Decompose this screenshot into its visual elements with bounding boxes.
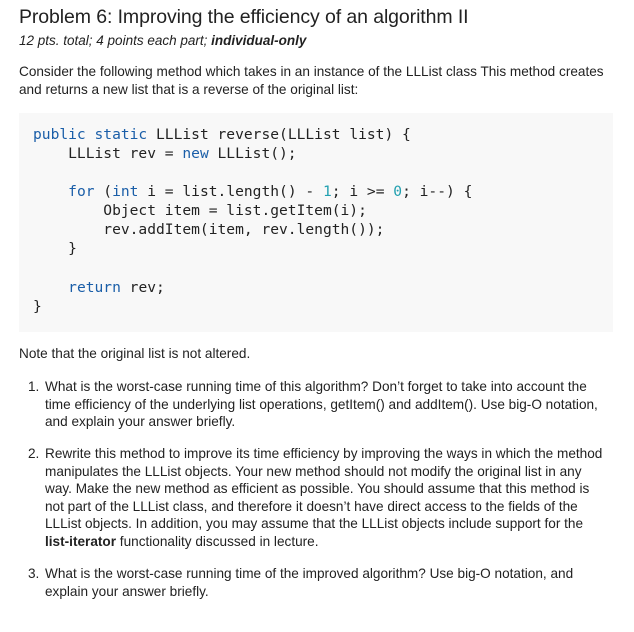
code-line-2 (33, 144, 297, 163)
code-line-7: } (33, 240, 77, 257)
code-block (19, 113, 613, 332)
question-number: 2. (28, 446, 40, 461)
question-2 (28, 445, 608, 550)
question-text-part: functionality discussed in lecture. (116, 533, 319, 549)
code-line-5: Object item = list.getItem(i); (33, 202, 367, 219)
code-text (33, 183, 68, 200)
code-text: ; i--) { (402, 183, 473, 200)
code-number: 1 (322, 183, 332, 200)
question-1 (28, 378, 608, 431)
code-text: LLList(); (208, 145, 297, 162)
code-line-4 (33, 182, 472, 201)
question-text-part: Rewrite this method to improve its time efficiency by improving the ways in which the method manipulates the LLList objects. Your new method should not modify the original list in any way. Make the new method as efficient as possible. You should assume that this method is not part of the LLList class, and therefore it doesn’t have direct access to the fields of the LLList objects. In addition, you may assume that the LLList objects include support for the (45, 446, 603, 531)
question-text: What is the worst-case running time of the improved algorithm? Use big-O notation, and explain your answer briefly. (45, 566, 574, 599)
code-text: LLList rev = (33, 145, 183, 162)
question-3 (28, 565, 608, 600)
question-text: What is the worst-case running time of this algorithm? Don’t forget to take into account the time efficiency of the underlying list operations, getItem() and addItem(). Use big-O notation, and explain your answer briefly. (45, 379, 598, 429)
code-number: 0 (393, 183, 403, 200)
problem-subtitle (19, 33, 306, 48)
problem-title: Problem 6: Improving the efficiency of an algorithm II (19, 6, 469, 28)
code-text (33, 279, 68, 296)
code-line-6: rev.addItem(item, rev.length()); (33, 221, 385, 238)
question-text (45, 445, 608, 550)
code-keyword: return (68, 279, 121, 296)
code-text: ( (94, 183, 113, 200)
code-line-10: } (33, 298, 42, 315)
intro-paragraph: Consider the following method which takes in an instance of the LLList class This method creates and returns a new list that is a reverse of the original list: (19, 64, 604, 97)
code-text: i = list.length() - (138, 183, 323, 200)
question-number: 1. (28, 379, 40, 394)
subtitle-individual: individual-only (211, 33, 307, 48)
question-bold-term: list-iterator (45, 533, 117, 549)
code-keyword: int (112, 183, 139, 200)
code-text: ; i >= (331, 183, 394, 200)
code-text: LLList reverse(LLList list) { (147, 126, 411, 143)
code-line-9 (33, 278, 165, 297)
question-number: 3. (28, 566, 40, 581)
code-keyword: for (68, 183, 95, 200)
code-keyword: public static (33, 126, 148, 143)
code-line-1 (33, 125, 411, 144)
code-keyword: new (182, 145, 209, 162)
code-text: rev; (120, 279, 165, 296)
note-text: Note that the original list is not altered. (19, 346, 251, 361)
subtitle-points: 12 pts. total; 4 points each part; (19, 33, 212, 48)
